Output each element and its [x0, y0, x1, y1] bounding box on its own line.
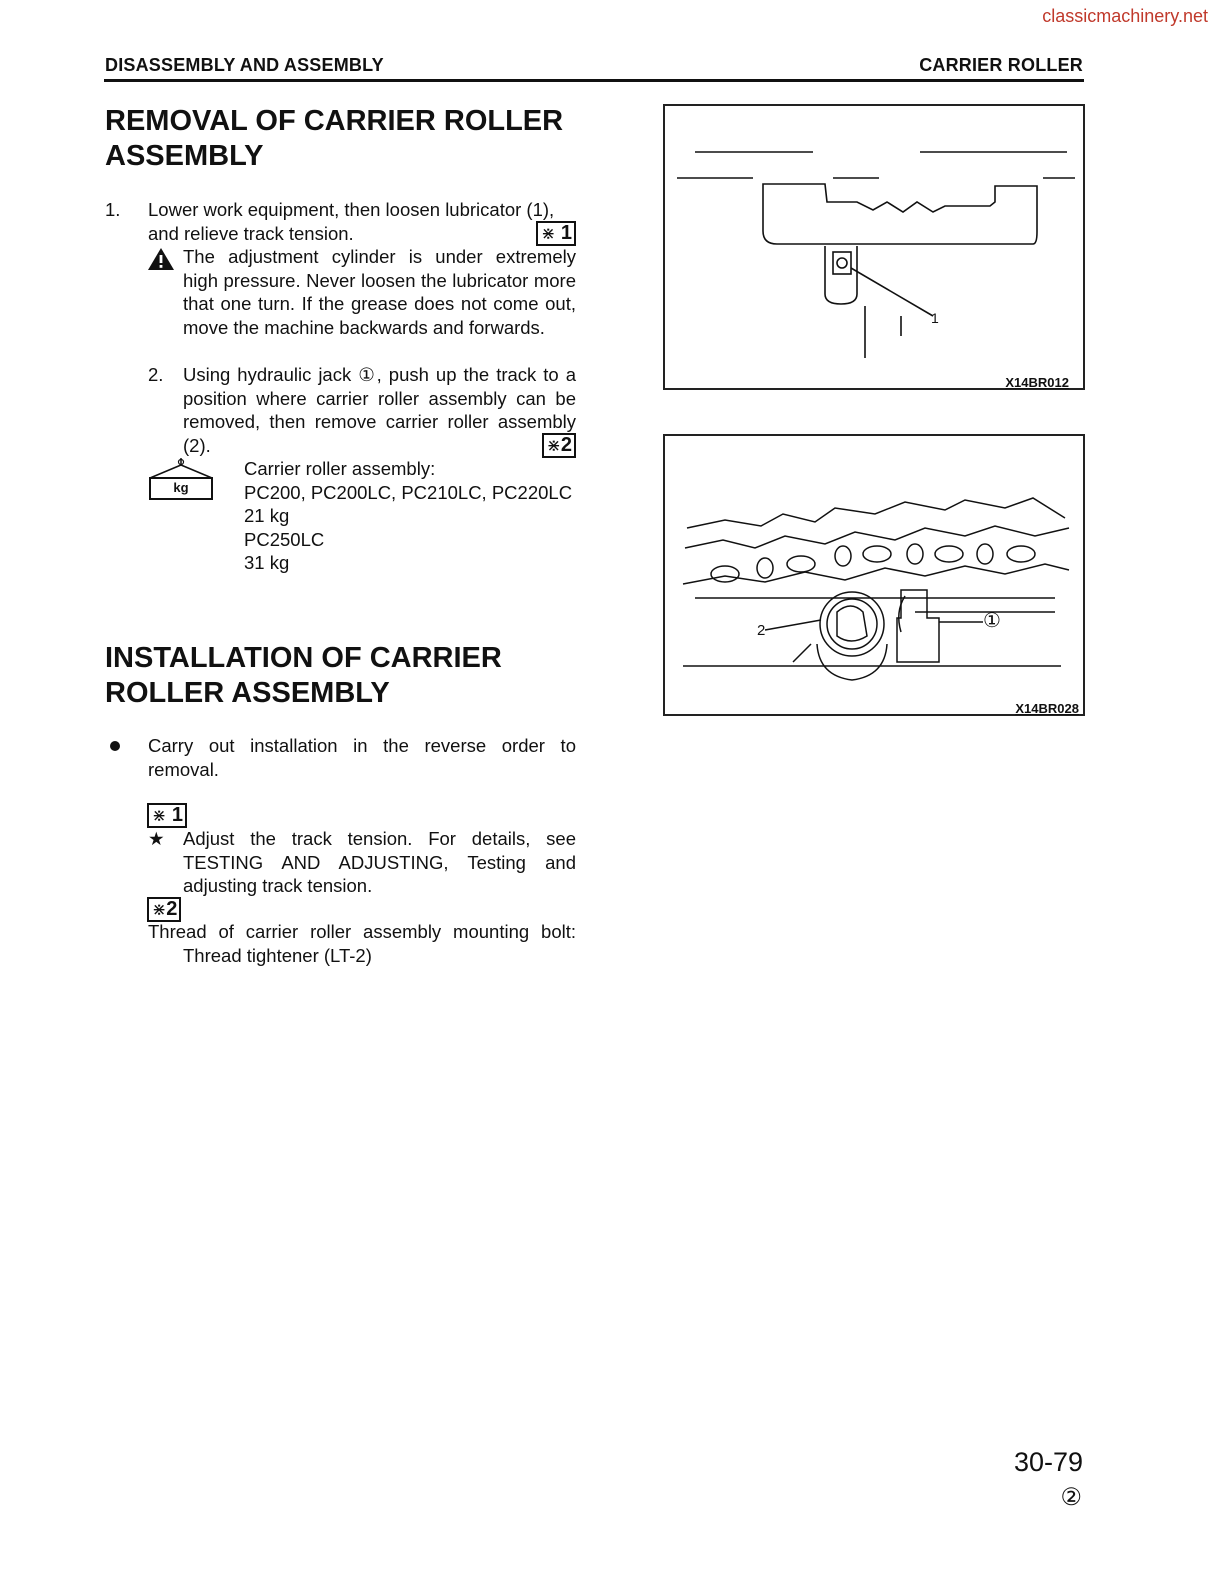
lubricator-drawing	[665, 106, 1083, 388]
note1-text: Adjust the track tension. For details, see TESTING AND ADJUSTING, Testing and adjusting track tension.	[183, 828, 576, 896]
step2-text: Using hydraulic jack ①, push up the track to a position where carrier roller assembly can be removed, then remove carrier roller assembly (2). ⋇2	[183, 364, 576, 456]
figure-caption-1: X14BR012	[1005, 375, 1069, 390]
note2-text: Thread of carrier roller assembly mounting bolt: Thread tightener (LT-2)	[148, 921, 576, 966]
install-bullet-text: Carry out installation in the reverse order to removal.	[148, 735, 576, 780]
note1-ref-badge: ⋇ 1	[147, 803, 187, 828]
header-section: DISASSEMBLY AND ASSEMBLY	[105, 55, 384, 75]
weight-item: Carrier roller assembly:	[244, 458, 436, 479]
note2-ref-badge: ⋇2	[147, 897, 181, 922]
warning-icon	[147, 247, 175, 276]
ref-2-badge: ⋇2	[542, 433, 576, 458]
warning-text: The adjustment cylinder is under extremely high pressure. Never loosen the lubricator more that one turn. If the grease does not come out, move the machine backwards and forwards.	[183, 246, 576, 338]
callout-1: 1	[931, 310, 939, 326]
weight-list	[244, 457, 572, 575]
star-icon: ★	[148, 828, 165, 849]
figure-jack	[663, 434, 1085, 716]
step2-number: 2.	[148, 364, 164, 385]
watermark: classicmachinery.net	[1042, 6, 1208, 26]
revision-mark: ②	[1060, 1484, 1082, 1511]
weight-item: 31 kg	[244, 552, 290, 573]
ref-1-badge: ⋇ 1	[536, 221, 576, 246]
weight-item: 21 kg	[244, 505, 290, 526]
jack-drawing	[665, 436, 1083, 714]
weight-item: PC250LC	[244, 528, 325, 550]
header-rule	[104, 79, 1084, 82]
installation-title: INSTALLATION OF CARRIER ROLLER ASSEMBLY	[105, 642, 502, 709]
header-topic: CARRIER ROLLER	[919, 55, 1083, 75]
weight-item: PC200, PC200LC, PC210LC, PC220LC	[244, 481, 573, 503]
step1-number: 1.	[105, 199, 121, 220]
figure-caption-2: X14BR028	[1015, 701, 1079, 716]
callout-jack: ①	[983, 610, 1001, 632]
weight-icon	[148, 456, 214, 507]
weight-icon-label: kg	[173, 480, 189, 495]
page-number: 30-79	[1013, 1447, 1083, 1477]
callout-2: 2	[757, 622, 766, 639]
removal-title: REMOVAL OF CARRIER ROLLER ASSEMBLY	[105, 105, 564, 172]
figure-lubricator	[663, 104, 1085, 390]
bullet-dot	[110, 741, 120, 751]
step1-text: Lower work equipment, then loosen lubricator (1), and relieve track tension. ⋇ 1	[148, 198, 576, 245]
